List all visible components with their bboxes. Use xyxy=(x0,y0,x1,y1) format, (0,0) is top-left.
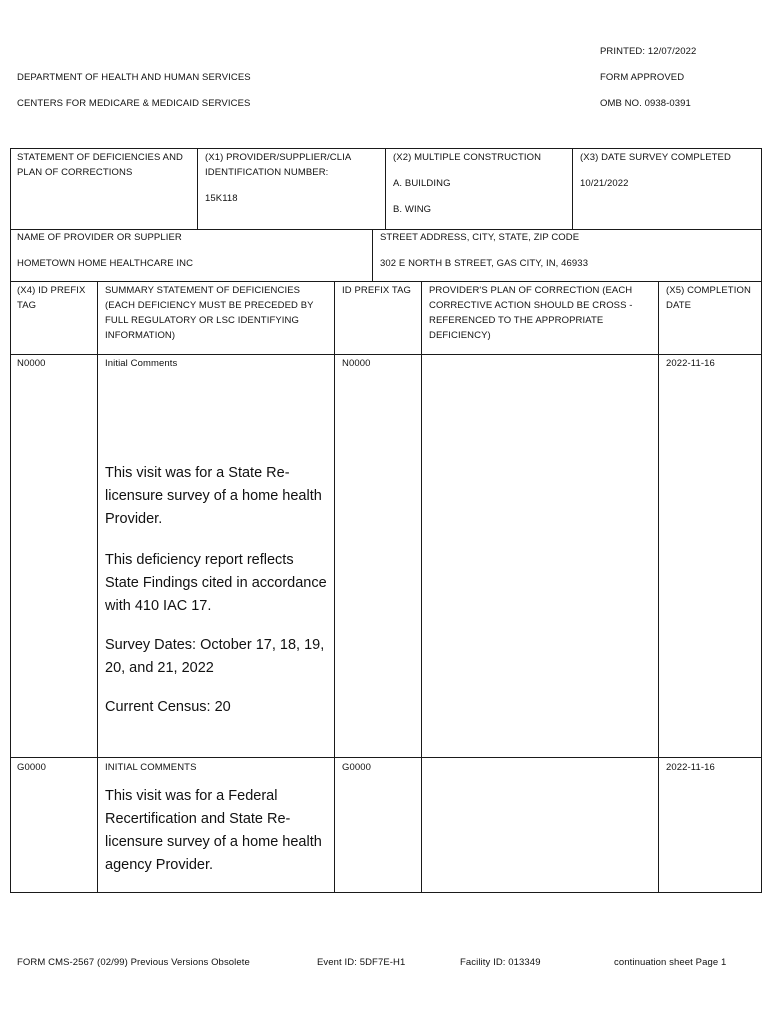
comment-paragraph: This deficiency report reflects State Findings cited in accordance with 410 IAC 17. xyxy=(105,552,327,614)
row-completion-date: 2022-11-16 xyxy=(666,762,715,773)
address-value: 302 E NORTH B STREET, GAS CITY, IN, 46933 xyxy=(380,258,589,269)
provider-id-label: (X1) PROVIDER/SUPPLIER/CLIA IDENTIFICATION NUMBER: xyxy=(205,152,351,178)
divider xyxy=(658,281,659,893)
col-id-prefix-tag-2: ID PREFIX TAG xyxy=(342,285,412,296)
provider-name: HOMETOWN HOME HEALTHCARE INC xyxy=(17,258,194,269)
department-name: DEPARTMENT OF HEALTH AND HUMAN SERVICES xyxy=(17,72,251,83)
row-title: INITIAL COMMENTS xyxy=(105,762,197,773)
provider-name-label: NAME OF PROVIDER OR SUPPLIER xyxy=(17,232,182,243)
wing-label: B. WING xyxy=(393,204,432,215)
comment-paragraph: This visit was for a Federal Recertification and State Re-licensure survey of a home health agency Provider. xyxy=(105,788,322,873)
col-summary: SUMMARY STATEMENT OF DEFICIENCIES (EACH DEFICIENCY MUST BE PRECEDED BY FULL REGULATORY OR LSC IDENTIFYING INFORMATION) xyxy=(105,285,314,341)
printed-date: PRINTED: 12/07/2022 xyxy=(600,46,697,57)
col-id-prefix-tag: (X4) ID PREFIX TAG xyxy=(17,285,86,311)
row-title: Initial Comments xyxy=(105,358,178,369)
event-id: Event ID: 5DF7E-H1 xyxy=(317,957,406,968)
page-indicator: continuation sheet Page 1 xyxy=(614,957,727,968)
divider xyxy=(97,281,98,893)
statement-label: STATEMENT OF DEFICIENCIES AND PLAN OF CORRECTIONS xyxy=(17,152,184,178)
row-comments xyxy=(105,785,327,877)
comment-paragraph: This visit was for a State Re-licensure survey of a home health Provider. xyxy=(105,465,322,527)
date-survey-value: 10/21/2022 xyxy=(580,178,629,189)
address-label: STREET ADDRESS, CITY, STATE, ZIP CODE xyxy=(380,232,580,243)
row-tag: N0000 xyxy=(17,358,46,369)
divider xyxy=(385,148,386,230)
comment-paragraph: Current Census: 20 xyxy=(105,699,231,715)
divider xyxy=(197,148,198,230)
provider-id: 15K118 xyxy=(205,193,238,204)
col-plan-of-correction: PROVIDER'S PLAN OF CORRECTION (EACH CORRECTIVE ACTION SHOULD BE CROSS - REFERENCED TO THE APPROPRIATE DEFICIENCY) xyxy=(429,285,633,341)
form-approved: FORM APPROVED xyxy=(600,72,685,83)
comment-paragraph: Survey Dates: October 17, 18, 19, 20, and 21, 2022 xyxy=(105,637,325,676)
divider xyxy=(372,229,373,282)
centers-name: CENTERS FOR MEDICARE & MEDICAID SERVICES xyxy=(17,98,251,109)
row-tag-2: G0000 xyxy=(342,762,372,773)
omb-number: OMB NO. 0938-0391 xyxy=(600,98,691,109)
form-number: FORM CMS-2567 (02/99) Previous Versions Obsolete xyxy=(17,957,250,968)
divider xyxy=(10,354,762,355)
multiple-construction-label: (X2) MULTIPLE CONSTRUCTION xyxy=(393,152,542,163)
divider xyxy=(10,757,762,758)
row-tag-2: N0000 xyxy=(342,358,371,369)
divider xyxy=(421,281,422,893)
building-label: A. BUILDING xyxy=(393,178,451,189)
row-tag: G0000 xyxy=(17,762,47,773)
row-completion-date: 2022-11-16 xyxy=(666,358,715,369)
row-comments xyxy=(105,462,327,719)
date-survey-label: (X3) DATE SURVEY COMPLETED xyxy=(580,152,731,163)
divider xyxy=(334,281,335,893)
divider xyxy=(572,148,573,230)
facility-id: Facility ID: 013349 xyxy=(460,957,541,968)
col-completion-date: (X5) COMPLETION DATE xyxy=(666,285,751,311)
